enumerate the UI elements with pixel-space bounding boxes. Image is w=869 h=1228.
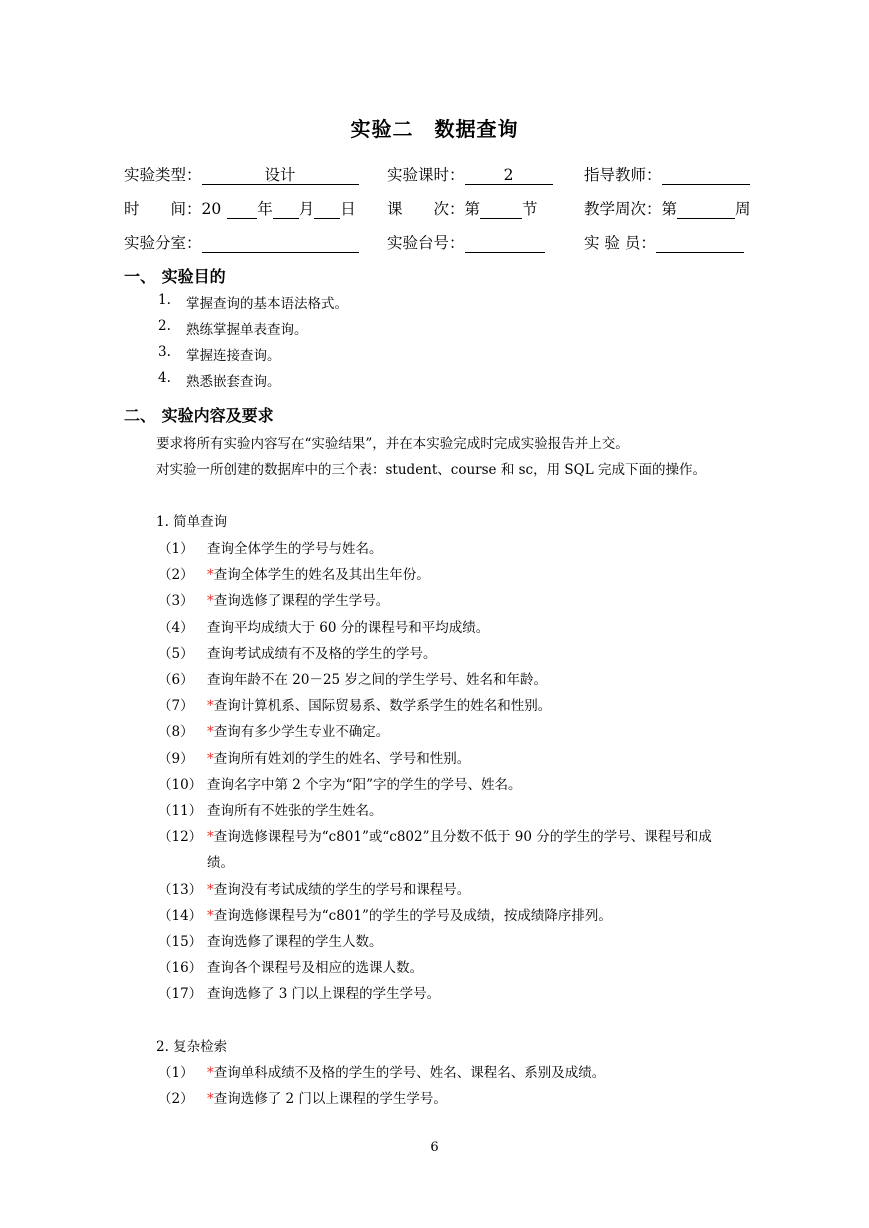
staff-label: 实 验 员：	[584, 234, 656, 252]
item-number: （8）	[158, 724, 194, 741]
day-blank	[314, 200, 340, 219]
item-number: （10）	[158, 776, 203, 793]
item-label: 查询选修了 3 门以上课程的学生学号。	[207, 986, 441, 1003]
hours-field	[387, 163, 553, 185]
item-number: （13）	[158, 881, 203, 898]
item-text	[207, 642, 437, 662]
staff-blank	[656, 234, 744, 253]
hours-value: 2	[465, 166, 553, 185]
session-blank	[480, 200, 522, 219]
item-number: （2）	[158, 1091, 194, 1107]
item-number: （5）	[158, 645, 194, 662]
week-blank	[677, 200, 735, 219]
optional-star-icon: *	[207, 698, 214, 715]
item-label: 查询各个课程号及相应的选课人数。	[207, 960, 423, 977]
item-number: 1.	[158, 292, 171, 308]
item-number: 2.	[158, 318, 171, 334]
optional-star-icon: *	[207, 1065, 214, 1081]
paragraph: 要求将所有实验内容写在“实验结果”，并在本实验完成时完成实验报告并上交。	[156, 436, 629, 452]
item-text	[207, 825, 712, 845]
item-number: （15）	[158, 934, 203, 950]
item-number: （4）	[158, 619, 194, 636]
paragraph: 对实验一所创建的数据库中的三个表：student、course 和 sc，用 SQL 完成下面的操作。	[156, 462, 706, 478]
item-number: （6）	[158, 672, 194, 688]
desk-label: 实验台号：	[387, 234, 465, 252]
room-blank	[202, 234, 359, 253]
item-label: 查询全体学生的姓名及其出生年份。	[213, 567, 430, 584]
time-field	[124, 197, 356, 219]
month-blank	[273, 200, 299, 219]
teacher-blank	[662, 166, 750, 185]
item-text: 熟悉嵌套查询。	[186, 374, 281, 390]
experiment-type-value: 设计	[202, 166, 359, 185]
item-text	[207, 1087, 447, 1107]
month-label: 月	[298, 200, 315, 218]
experiment-type-field	[124, 163, 359, 185]
item-label: 查询名字中第 2 个字为“阳”字的学生的学号、姓名。	[207, 776, 522, 793]
item-text: 熟练掌握单表查询。	[186, 322, 308, 338]
session-field	[387, 197, 538, 219]
desk-field	[387, 231, 545, 253]
item-label: 查询选修了课程的学生学号。	[213, 593, 390, 610]
item-label: 查询没有考试成绩的学生的学号和课程号。	[213, 881, 471, 898]
section-content-heading: 二、 实验内容及要求	[124, 406, 274, 425]
optional-star-icon: *	[207, 724, 214, 741]
item-number: 4.	[158, 370, 171, 386]
year-label: 年	[257, 200, 273, 218]
teacher-label: 指导教师：	[584, 166, 662, 184]
time-label: 时 间：20	[124, 200, 222, 218]
teacher-field	[584, 163, 750, 185]
item-number: （17）	[158, 986, 203, 1003]
item-label: 查询单科成绩不及格的学生的学号、姓名、课程名、系别及成绩。	[213, 1065, 606, 1081]
week-field	[584, 197, 751, 219]
item-number: 3.	[158, 344, 171, 360]
day-label: 日	[340, 200, 356, 218]
hours-label: 实验课时：	[387, 166, 465, 184]
item-label: 查询计算机系、国际贸易系、数学系学生的姓名和性别。	[213, 698, 552, 715]
optional-star-icon: *	[207, 1091, 214, 1107]
item-label: 查询年龄不在 20－25 岁之间的学生学号、姓名和年龄。	[207, 672, 547, 688]
week-suffix: 周	[735, 200, 751, 218]
year-blank	[227, 200, 257, 219]
optional-star-icon: *	[207, 593, 214, 610]
item-text	[207, 694, 551, 714]
item-number: （1）	[158, 1065, 194, 1081]
item-label: 查询有多少学生专业不确定。	[213, 724, 390, 741]
staff-field	[584, 231, 744, 253]
item-text	[207, 982, 440, 1002]
item-text	[207, 668, 547, 688]
session-suffix: 节	[522, 200, 538, 218]
item-text: 掌握查询的基本语法格式。	[186, 296, 348, 312]
item-number: （7）	[158, 698, 194, 715]
item-number: （12）	[158, 829, 203, 846]
item-text	[207, 563, 430, 583]
item-text	[207, 904, 612, 924]
page-title: 实验二 数据查询	[350, 117, 519, 141]
item-text	[207, 930, 383, 950]
item-text	[207, 878, 470, 898]
item-number: （2）	[158, 567, 194, 584]
room-label: 实验分室：	[124, 234, 202, 252]
session-label: 课 次：第	[387, 200, 481, 218]
item-text	[207, 956, 423, 976]
item-number: （14）	[158, 907, 203, 924]
item-text	[207, 747, 470, 767]
item-label: 查询选修课程号为“c801”或“c802”且分数不低于 90 分的学生的学号、课程号和成	[213, 829, 712, 846]
item-label: 查询考试成绩有不及格的学生的学号。	[207, 645, 437, 662]
optional-star-icon: *	[207, 881, 214, 898]
item-text	[207, 537, 383, 557]
week-label: 教学周次：第	[584, 200, 678, 218]
item-label: 查询选修了课程的学生人数。	[207, 934, 383, 950]
item-label: 查询所有姓刘的学生的姓名、学号和性别。	[213, 750, 471, 767]
desk-blank	[465, 234, 545, 253]
item-text	[207, 589, 389, 609]
item-number: （11）	[158, 803, 203, 819]
optional-star-icon: *	[207, 750, 214, 767]
item-text	[207, 773, 521, 793]
experiment-type-label: 实验类型：	[124, 166, 202, 184]
item-number: （9）	[158, 750, 194, 767]
item-label: 查询全体学生的学号与姓名。	[207, 541, 383, 557]
item-text: 掌握连接查询。	[186, 348, 281, 364]
item-number: （1）	[158, 541, 194, 557]
item-label: 查询所有不姓张的学生姓名。	[207, 803, 383, 819]
item-text	[207, 1061, 605, 1081]
item-text	[207, 799, 383, 819]
optional-star-icon: *	[207, 567, 214, 584]
item-label: 查询平均成绩大于 60 分的课程号和平均成绩。	[207, 619, 490, 636]
item-number: （16）	[158, 960, 203, 977]
item-continuation: 绩。	[207, 855, 234, 872]
optional-star-icon: *	[207, 829, 214, 846]
item-text	[207, 616, 489, 636]
optional-star-icon: *	[207, 907, 214, 924]
item-text	[207, 720, 389, 740]
subsection-title: 1. 简单查询	[156, 514, 228, 530]
subsection-title: 2. 复杂检索	[156, 1039, 228, 1055]
item-label: 查询选修了 2 门以上课程的学生学号。	[213, 1091, 447, 1107]
section-objectives-heading: 一、 实验目的	[124, 267, 226, 286]
item-label: 查询选修课程号为“c801”的学生的学号及成绩，按成绩降序排列。	[213, 907, 612, 924]
page-number: 6	[430, 1140, 439, 1155]
item-number: （3）	[158, 593, 194, 610]
room-field	[124, 231, 359, 253]
